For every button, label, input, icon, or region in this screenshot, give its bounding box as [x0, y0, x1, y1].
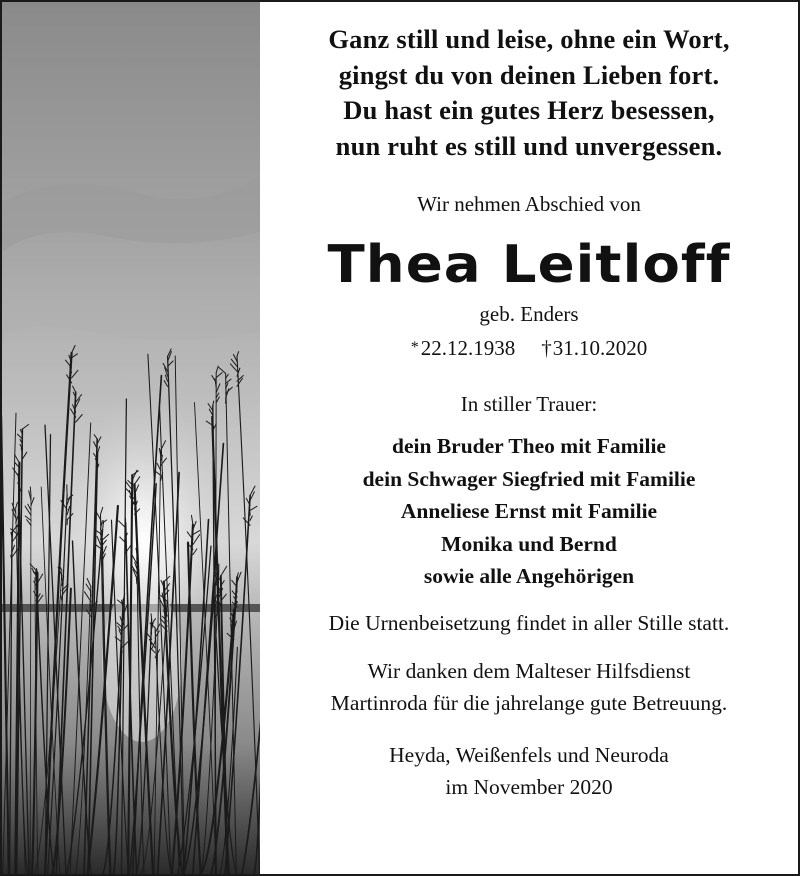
poem-line: nun ruht es still und unvergessen. [335, 130, 723, 161]
birth-date: 22.12.1938 [420, 336, 516, 360]
mourner: Anneliese Ernst mit Familie [400, 499, 658, 523]
birth-name: geb. Enders [479, 302, 579, 326]
memorial-poem [260, 22, 798, 164]
mourning-label: In stiller Trauer: [460, 392, 598, 416]
deceased-name: Thea Leitloff [327, 235, 731, 295]
poem-line: Du hast ein gutes Herz besessen, [343, 95, 715, 125]
poem-line: Ganz still und leise, ohne ein Wort, [328, 24, 730, 54]
farewell-intro: Wir nehmen Abschied von [417, 192, 641, 216]
place-and-date [260, 739, 798, 803]
death-date: 31.10.2020 [552, 336, 648, 360]
mourner: sowie alle Angehörigen [423, 564, 635, 588]
poem-line: gingst du von deinen Lieben fort. [338, 59, 720, 90]
date-line: im November 2020 [445, 774, 613, 799]
thanks-line: Martinroda für die jahrelange gute Betreuung. [330, 690, 728, 715]
thanks-line: Wir danken dem Malteser Hilfsdienst [367, 658, 691, 683]
life-dates [260, 334, 798, 362]
mourner: Monika und Bernd [441, 531, 617, 556]
place-line: Heyda, Weißenfels und Neuroda [389, 742, 669, 767]
mourners-list [260, 430, 798, 593]
reeds-at-lake-sunset-photo [2, 2, 260, 874]
thanks-note [260, 655, 798, 719]
birth-star-icon: * [410, 339, 419, 356]
mourner: dein Bruder Theo mit Familie [392, 434, 666, 458]
death-cross-icon: † [541, 336, 552, 360]
mourner: dein Schwager Siegfried mit Familie [362, 466, 696, 491]
obituary-text [260, 2, 798, 874]
burial-note: Die Urnenbeisetzung findet in aller Stille statt. [328, 610, 730, 635]
